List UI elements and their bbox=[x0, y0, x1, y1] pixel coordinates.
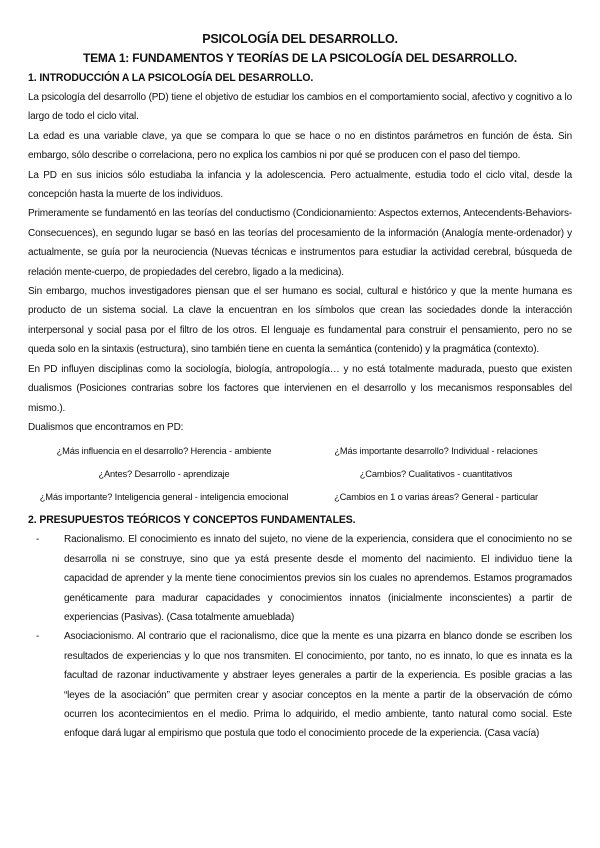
list-item-text: Asociacionismo. Al contrario que el racionalismo, dice que la mente es una pizarra en blanco donde se escriben los resultados de experiencias y lo que nos transmiten. El conocimiento, por tanto, no es innato, lo que es innata es la facultad de razonar inductivamente y abstraer leyes generales a partir de la experiencia. Es posible gracias a las “leyes de la asociación” que permiten crear y asociar conceptos en la mente a partir de la observación de cómo ocurren los acontecimientos en el medio. Prima lo adquirido, el medio ambiente, tanto natural como social. Este enfoque dará lugar al empirismo que postula que todo el conocimiento procede de la experiencia. (Casa vacía) bbox=[64, 631, 572, 740]
dualisms-intro: Dualismos que encontramos en PD: bbox=[28, 421, 184, 433]
dualism-item: ¿Cambios? Cualitativos - cuantitativos bbox=[359, 469, 513, 480]
paragraph: En PD influyen disciplinas como la sociología, biología, antropología… y no está totalmente madurada, puesto que existen dualismos (Posiciones contrarias sobre los factores que intervienen en el desarrollo y los mecanismos responsables del mismo.). bbox=[28, 363, 572, 414]
dualism-item: ¿Más influencia en el desarrollo? Herencia - ambiente bbox=[56, 446, 272, 457]
dash-bullet-icon: - bbox=[36, 534, 40, 546]
document-subtitle: TEMA 1: FUNDAMENTOS Y TEORÍAS DE LA PSICOLOGÍA DEL DESARROLLO. bbox=[82, 51, 518, 65]
dualism-item: ¿Antes? Desarrollo - aprendizaje bbox=[98, 469, 230, 480]
paragraph: Sin embargo, muchos investigadores piensan que el ser humano es social, cultural e histórico y que la mente humana es producto de un sistema social. La clave la encuentran en los símbolos que crean las sociedades donde la interacción interpersonal y social pasa por el filtro de los otros. El lenguaje es fundamental para construir el pensamiento, pero no se queda solo en la sintaxis (estructura), sino también tiene en cuenta la semántica (contenido) y la pragmática (contexto). bbox=[28, 286, 572, 356]
dualism-item: ¿Cambios en 1 o varias áreas? General - particular bbox=[334, 492, 538, 503]
dash-bullet-icon: - bbox=[36, 631, 40, 643]
dualism-item: ¿Más importante desarrollo? Individual - relaciones bbox=[334, 446, 538, 457]
dualism-item: ¿Más importante? Inteligencia general - inteligencia emocional bbox=[39, 492, 289, 503]
paragraph: La psicología del desarrollo (PD) tiene el objetivo de estudiar los cambios en el comportamiento social, afectivo y cognitivo a lo largo de todo el ciclo vital. bbox=[28, 92, 572, 123]
document-title: PSICOLOGÍA DEL DESARROLLO. bbox=[202, 32, 398, 46]
section-1-heading: 1. INTRODUCCIÓN A LA PSICOLOGÍA DEL DESARROLLO. bbox=[28, 72, 314, 84]
bullet-list bbox=[28, 530, 572, 743]
paragraph: La PD en sus inicios sólo estudiaba la infancia y la adolescencia. Pero actualmente, estudia todo el ciclo vital, desde la concepción hasta la muerte de los individuos. bbox=[28, 169, 572, 201]
list-item bbox=[28, 627, 572, 743]
list-item-text: Racionalismo. El conocimiento es innato del sujeto, no viene de la experiencia, considera que el conocimiento no se desarrolla ni se construye, sino que ya está presente desde el momento del nacimiento. El individuo tiene la capacidad de aprender y la mente tiene conocimientos previos sin los cuales no aprendemos. Estamos programados genéticamente para madurar capacidades y conocimientos innatos (inicialmente inconscientes) a partir de experiencias (Pasivas). (Casa totalmente amueblada) bbox=[64, 534, 572, 623]
list-item bbox=[28, 530, 572, 627]
dualisms-list bbox=[28, 442, 572, 507]
paragraph: La edad es una variable clave, ya que se compara lo que se hace o no en distintos parámetros en función de ésta. Sin embargo, sólo describe o correlaciona, pero no explica los cambios ni por qué se producen con el paso del tiempo. bbox=[28, 130, 572, 162]
paragraph: Primeramente se fundamentó en las teorías del conductismo (Condicionamiento: Aspectos externos, Antecendents-Behaviors-Consecuences), en segundo lugar se basó en las teorías del procesamiento de la información (Analogía mente-ordenador) y actualmente, se guía por la neurociencia (Nuevas técnicas e instrumentos para estudiar la actividad cerebral, búsqueda de relación mente-cuerpo, de propiedades del cerebro, ligado a la medicina). bbox=[28, 208, 572, 278]
section-2-heading: 2. PRESUPUESTOS TEÓRICOS Y CONCEPTOS FUNDAMENTALES. bbox=[28, 514, 356, 527]
